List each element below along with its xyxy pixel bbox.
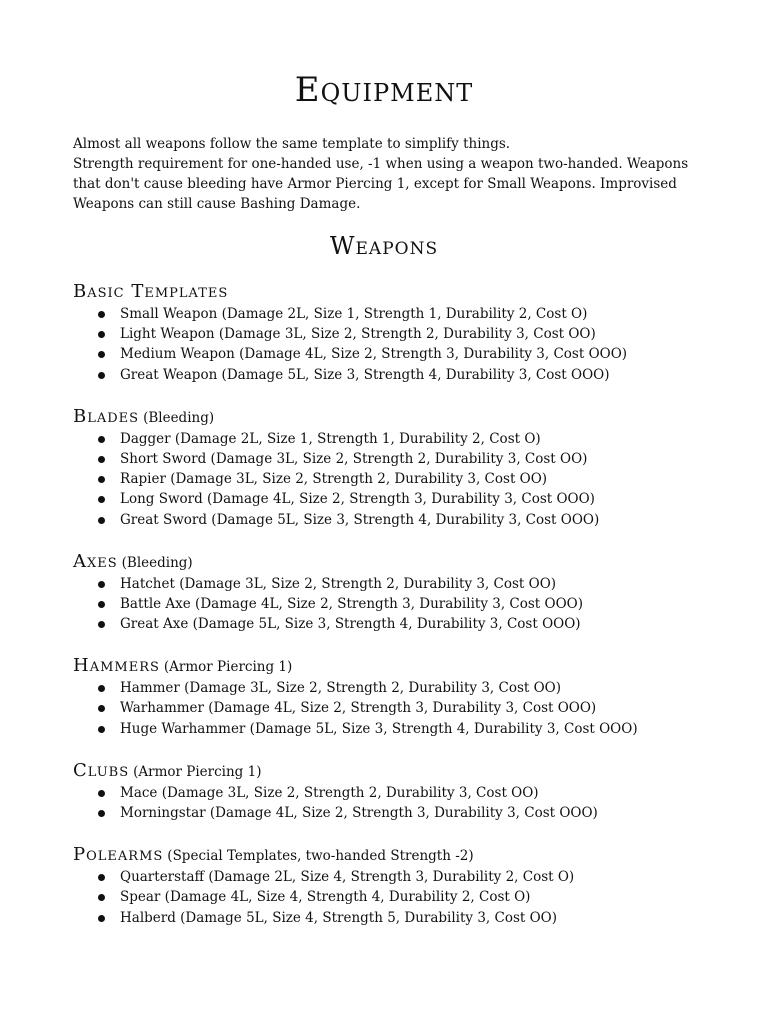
list-item (73, 365, 713, 385)
list-item-text: Battle Axe (Damage 4L, Size 2, Strength 3, Durability 3, Cost OOO) (120, 595, 583, 612)
list-item-text: Hatchet (Damage 3L, Size 2, Strength 2, Durability 3, Cost OO) (120, 575, 557, 592)
section-title: Blades (73, 405, 140, 427)
list-item (73, 429, 713, 449)
section-title: Axes (73, 550, 118, 572)
bullet-icon (98, 790, 105, 797)
list-item (73, 574, 713, 594)
list-item-text: Great Sword (Damage 5L, Size 3, Strength 4, Durability 3, Cost OOO) (120, 511, 600, 528)
list-item-text: Medium Weapon (Damage 4L, Size 2, Strength 3, Durability 3, Cost OOO) (120, 346, 628, 363)
list-item-text: Morningstar (Damage 4L, Size 2, Strength 3, Durability 3, Cost OOO) (120, 805, 598, 821)
weapon-section (73, 654, 713, 739)
list-item (73, 489, 713, 509)
section-header (73, 550, 713, 574)
list-item-text: Spear (Damage 4L, Size 4, Strength 4, Durability 2, Cost O) (120, 889, 531, 906)
weapon-list (73, 783, 713, 823)
weapon-section (73, 843, 713, 928)
weapon-section (73, 405, 713, 530)
bullet-icon (98, 685, 105, 692)
bullet-icon (98, 476, 105, 483)
list-item (73, 594, 713, 614)
section-note: (Special Templates, two-handed Strength -2) (167, 848, 474, 865)
list-item-text: Short Sword (Damage 3L, Size 2, Strength 2, Durability 3, Cost OO) (120, 450, 588, 467)
list-item-text: Great Axe (Damage 5L, Size 3, Strength 4, Durability 3, Cost OOO) (120, 616, 581, 633)
bullet-icon (98, 601, 105, 608)
weapon-section (73, 550, 713, 635)
section-header (73, 654, 713, 678)
list-item-text: Warhammer (Damage 4L, Size 2, Strength 3, Durability 3, Cost OOO) (120, 700, 597, 717)
bullet-icon (98, 436, 105, 443)
list-item (73, 469, 713, 489)
list-item-text: Small Weapon (Damage 2L, Size 1, Strength 1, Durability 2, Cost O) (120, 306, 588, 322)
weapon-section (73, 759, 713, 823)
list-item-text: Hammer (Damage 3L, Size 2, Strength 2, Durability 3, Cost OO) (120, 680, 562, 697)
list-item (73, 344, 713, 364)
list-item-text: Halberd (Damage 5L, Size 4, Strength 5, Durability 3, Cost OO) (120, 909, 558, 926)
list-item (73, 908, 713, 928)
weapon-section (73, 280, 713, 385)
intro-line: Almost all weapons follow the same template to simplify things. (73, 136, 511, 152)
section-header (73, 280, 713, 304)
section-header (73, 405, 713, 429)
weapon-list (73, 678, 713, 739)
list-item-text: Long Sword (Damage 4L, Size 2, Strength 3, Durability 3, Cost OOO) (120, 491, 595, 508)
list-item-text: Mace (Damage 3L, Size 2, Strength 2, Durability 3, Cost OO) (120, 784, 539, 801)
section-title: Polearms (73, 844, 164, 866)
section-note: (Armor Piercing 1) (133, 763, 262, 780)
intro-paragraph (73, 134, 703, 214)
list-item (73, 887, 713, 907)
bullet-icon (98, 331, 105, 338)
list-item (73, 678, 713, 698)
list-item (73, 783, 713, 803)
list-item (73, 449, 713, 469)
list-item-text: Great Weapon (Damage 5L, Size 3, Strength 4, Durability 3, Cost OOO) (120, 366, 610, 383)
bullet-icon (98, 705, 105, 712)
section-title: Hammers (73, 655, 160, 677)
bullet-icon (98, 581, 105, 588)
list-item-text: Rapier (Damage 3L, Size 2, Strength 2, Durability 3, Cost OO) (120, 471, 548, 488)
weapon-list (73, 574, 713, 635)
list-item-text: Huge Warhammer (Damage 5L, Size 3, Strength 4, Durability 3, Cost OOO) (120, 720, 638, 737)
list-item-text: Quarterstaff (Damage 2L, Size 4, Strength 3, Durability 2, Cost O) (120, 869, 575, 886)
bullet-icon (98, 351, 105, 358)
list-item (73, 867, 713, 887)
list-item (73, 719, 713, 739)
bullet-icon (98, 810, 105, 817)
bullet-icon (98, 621, 105, 628)
section-note: (Bleeding) (121, 554, 193, 571)
section-heading-weapons: Weapons (329, 232, 439, 260)
bullet-icon (98, 372, 105, 379)
section-header (73, 843, 713, 867)
weapon-sections (73, 280, 713, 948)
bullet-icon (98, 456, 105, 463)
section-title: Basic Templates (73, 281, 229, 302)
list-item (73, 614, 713, 634)
bullet-icon (98, 496, 105, 503)
bullet-icon (98, 894, 105, 901)
intro-line: Weapons can still cause Bashing Damage. (73, 196, 361, 212)
section-header (73, 759, 713, 783)
section-title: Clubs (73, 759, 130, 781)
weapon-list (73, 429, 713, 530)
bullet-icon (98, 311, 105, 318)
page-title: Equipment (294, 70, 474, 110)
list-item (73, 304, 713, 324)
section-note: (Bleeding) (143, 409, 215, 426)
weapon-list (73, 304, 713, 385)
bullet-icon (98, 726, 105, 733)
list-item (73, 510, 713, 530)
intro-line: Strength requirement for one-handed use, -1 when using a weapon two-handed. Weapons (73, 156, 689, 172)
bullet-icon (98, 517, 105, 524)
list-item (73, 803, 713, 823)
list-item-text: Light Weapon (Damage 3L, Size 2, Strength 2, Durability 3, Cost OO) (120, 326, 596, 343)
weapon-list (73, 867, 713, 928)
bullet-icon (98, 874, 105, 881)
intro-line: that don't cause bleeding have Armor Piercing 1, except for Small Weapons. Improvised (73, 176, 677, 192)
list-item (73, 698, 713, 718)
bullet-icon (98, 915, 105, 922)
section-note: (Armor Piercing 1) (163, 659, 293, 676)
list-item-text: Dagger (Damage 2L, Size 1, Strength 1, Durability 2, Cost O) (120, 430, 541, 447)
list-item (73, 324, 713, 344)
